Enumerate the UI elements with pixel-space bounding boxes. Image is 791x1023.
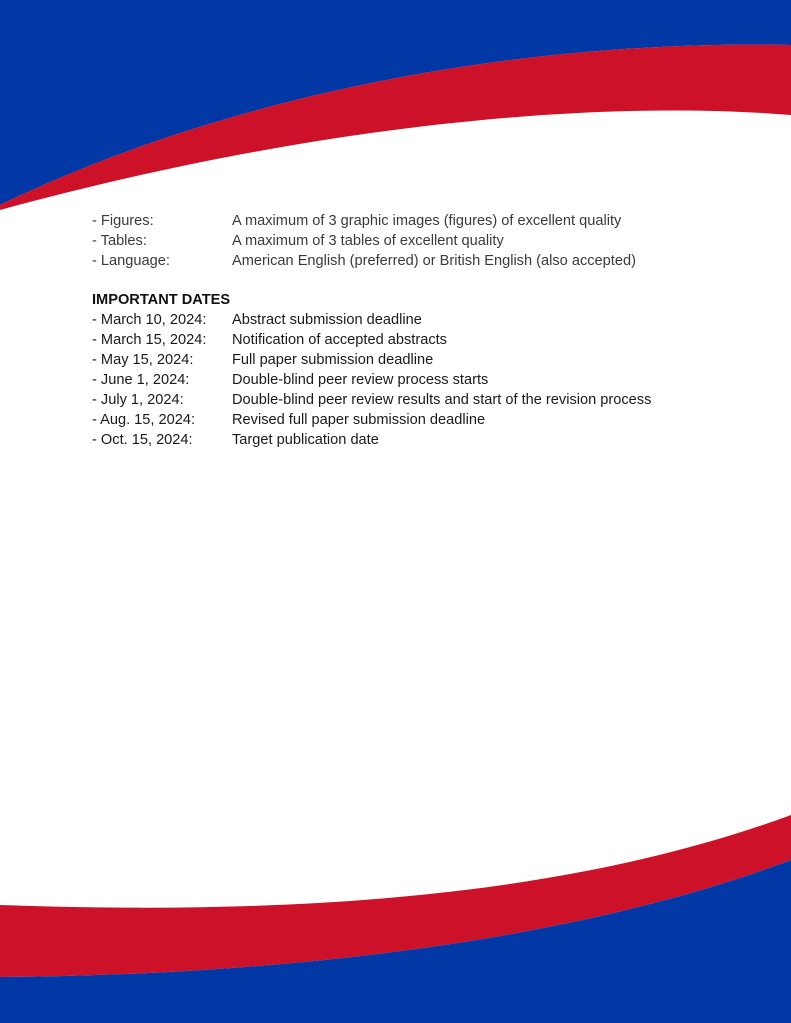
spec-row-tables [92,231,732,251]
important-dates-list [92,310,732,450]
date-event: Full paper submission deadline [232,352,434,368]
date-label: - June 1, 2024: [92,372,190,388]
date-event: Abstract submission deadline [232,312,422,328]
date-label: - Oct. 15, 2024: [92,432,193,448]
top-wave-decoration [0,0,791,215]
date-row [92,310,732,330]
important-dates-heading: IMPORTANT DATES [92,292,231,308]
date-row [92,430,732,450]
spec-label: - Language: [92,253,170,269]
date-label: - March 10, 2024: [92,312,207,328]
date-row [92,370,732,390]
date-label: - July 1, 2024: [92,392,184,408]
document-body [92,211,732,450]
spec-row-figures [92,211,732,231]
date-label: - March 15, 2024: [92,332,207,348]
spec-value: American English (preferred) or British English (also accepted) [232,253,636,269]
spec-label: - Tables: [92,233,147,249]
specifications-list [92,211,732,271]
date-row [92,410,732,430]
spec-row-language [92,251,732,271]
date-row [92,390,732,410]
date-event: Target publication date [232,432,379,448]
spec-value: A maximum of 3 graphic images (figures) of excellent quality [232,213,622,229]
date-label: - May 15, 2024: [92,352,194,368]
date-event: Double-blind peer review process starts [232,372,489,388]
date-row [92,350,732,370]
date-event: Notification of accepted abstracts [232,332,447,348]
date-event: Double-blind peer review results and start of the revision process [232,392,652,408]
spec-label: - Figures: [92,213,154,229]
bottom-wave-decoration [0,800,791,1023]
date-row [92,330,732,350]
date-label: - Aug. 15, 2024: [92,412,196,428]
date-event: Revised full paper submission deadline [232,412,486,428]
spec-value: A maximum of 3 tables of excellent quality [232,233,504,249]
